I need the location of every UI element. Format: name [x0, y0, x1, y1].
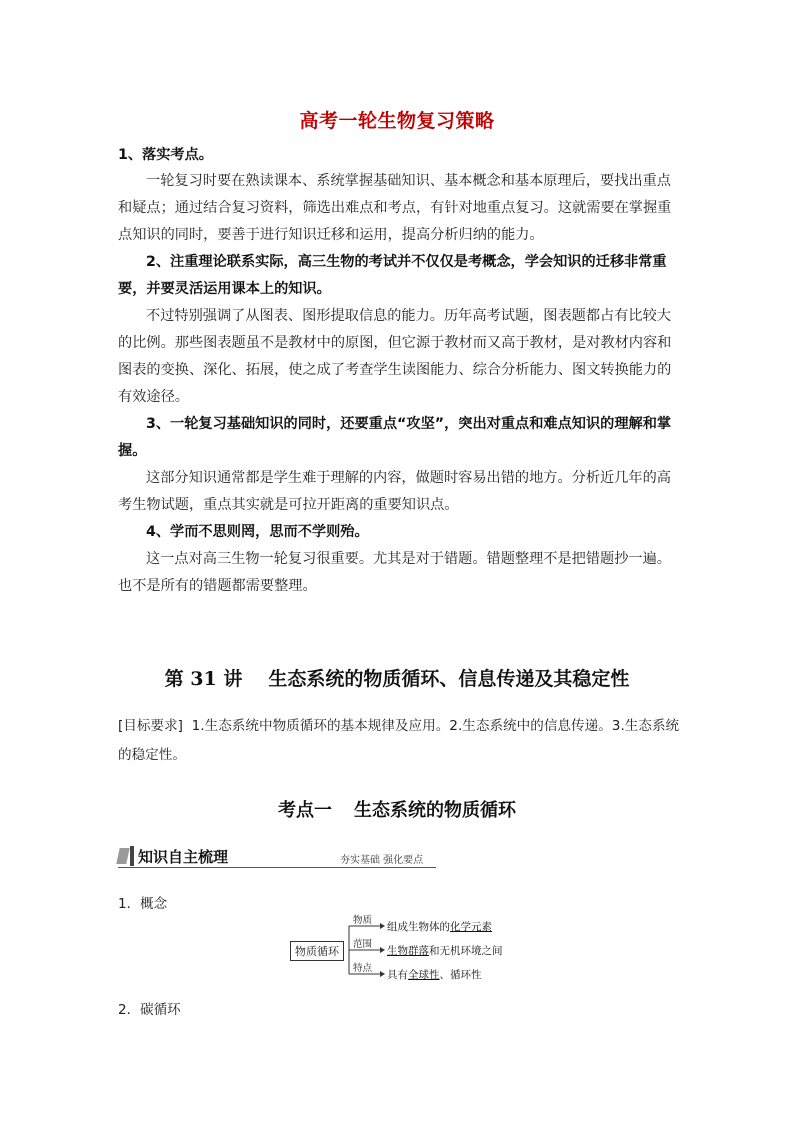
strategy-body-2: 不过特别强调了从图表、图形提取信息的能力。历年高考试题，图表题都占有比较大的比例。那些图表题虽不是教材中的原图，但它源于教材而又高于教材，是对教材内容和图表的变换、深化、拓展，使之成了考查学生读图能力、综合分析能力、图文转换能力的有效途径。 [118, 308, 672, 405]
banner-subtitle: 夯实基础 强化要点 [340, 855, 424, 866]
diagram-text-scope [387, 943, 503, 958]
kaodian-number: 考点一 [278, 800, 332, 821]
concept-diagram [287, 912, 517, 990]
strategy-body-1: 一轮复习时要在熟读课本、系统掌握基础知识、基本概念和基本原理后，要找出重点和疑点；通过结合复习资料，筛选出难点和考点，有针对地重点复习。这就需要在掌握重点知识的同时，要善于进行知识迁移和运用，提高分析归纳的能力。 [118, 173, 672, 243]
strategy-body-3: 这部分知识通常都是学生难于理解的内容，做题时容易出错的地方。分析近几年的高考生物试题，重点其实就是可拉开距离的重要知识点。 [118, 470, 671, 513]
kaodian-heading [0, 796, 794, 822]
diagram-text-1-underline: 化学元素 [450, 921, 492, 933]
diagram-center-box: 物质循环 [290, 941, 344, 961]
diagram-text-1-pre: 组成生物体的 [387, 921, 450, 933]
goal-label: [目标要求] [118, 718, 183, 734]
diagram-label-feature: 特点 [353, 963, 373, 974]
banner-marker-icon [116, 848, 129, 864]
kaodian-title: 生态系统的物质循环 [354, 800, 516, 821]
section-banner [118, 846, 436, 868]
banner-title: 知识自主梳理 [138, 848, 229, 866]
diagram-text-substance [387, 919, 492, 934]
diagram-label-substance: 物质 [353, 915, 373, 926]
diagram-text-2-underline: 生物群落 [387, 945, 429, 957]
strategy-heading-4: 4、学而不思则罔，思而不学则殆。 [146, 524, 369, 540]
strategy-heading-1: 1、落实考点。 [118, 147, 213, 163]
diagram-text-3-post: 、循环性 [439, 969, 482, 981]
goal-text: 1.生态系统中物质循环的基本规律及应用。2.生态系统中的信息传递。3.生态系统的稳定性。 [118, 718, 680, 763]
lecture-title: 生态系统的物质循环、信息传递及其稳定性 [268, 668, 630, 690]
goal-requirements [118, 712, 680, 770]
banner-marker-line [130, 846, 134, 866]
strategy-body-4: 这一点对高三生物一轮复习很重要。尤其是对于错题。错题整理不是把错题抄一遍。也不是所有的错题都需要整理。 [118, 551, 671, 594]
diagram-text-3-pre: 具有 [387, 969, 408, 981]
section-concept: 1．概念 [118, 896, 168, 912]
diagram-label-scope: 范围 [353, 939, 373, 950]
document-title: 高考一轮生物复习策略 [299, 110, 495, 132]
diagram-text-feature [387, 967, 482, 982]
lecture-number: 第 31 讲 [164, 668, 243, 690]
diagram-text-3-underline: 全球性 [408, 969, 440, 981]
section-carbon-cycle: 2．碳循环 [118, 1002, 181, 1018]
diagram-text-2-post: 和无机环境之间 [429, 945, 503, 957]
banner-underline [118, 867, 436, 868]
strategy-heading-3: 3、一轮复习基础知识的同时，还要重点“攻坚”，突出对重点和难点知识的理解和掌握。 [118, 416, 672, 459]
lecture-heading [0, 664, 794, 691]
strategy-heading-2: 2、注重理论联系实际，高三生物的考试并不仅仅是考概念，学会知识的迁移非常重要，并要灵活运用课本上的知识。 [118, 254, 667, 297]
